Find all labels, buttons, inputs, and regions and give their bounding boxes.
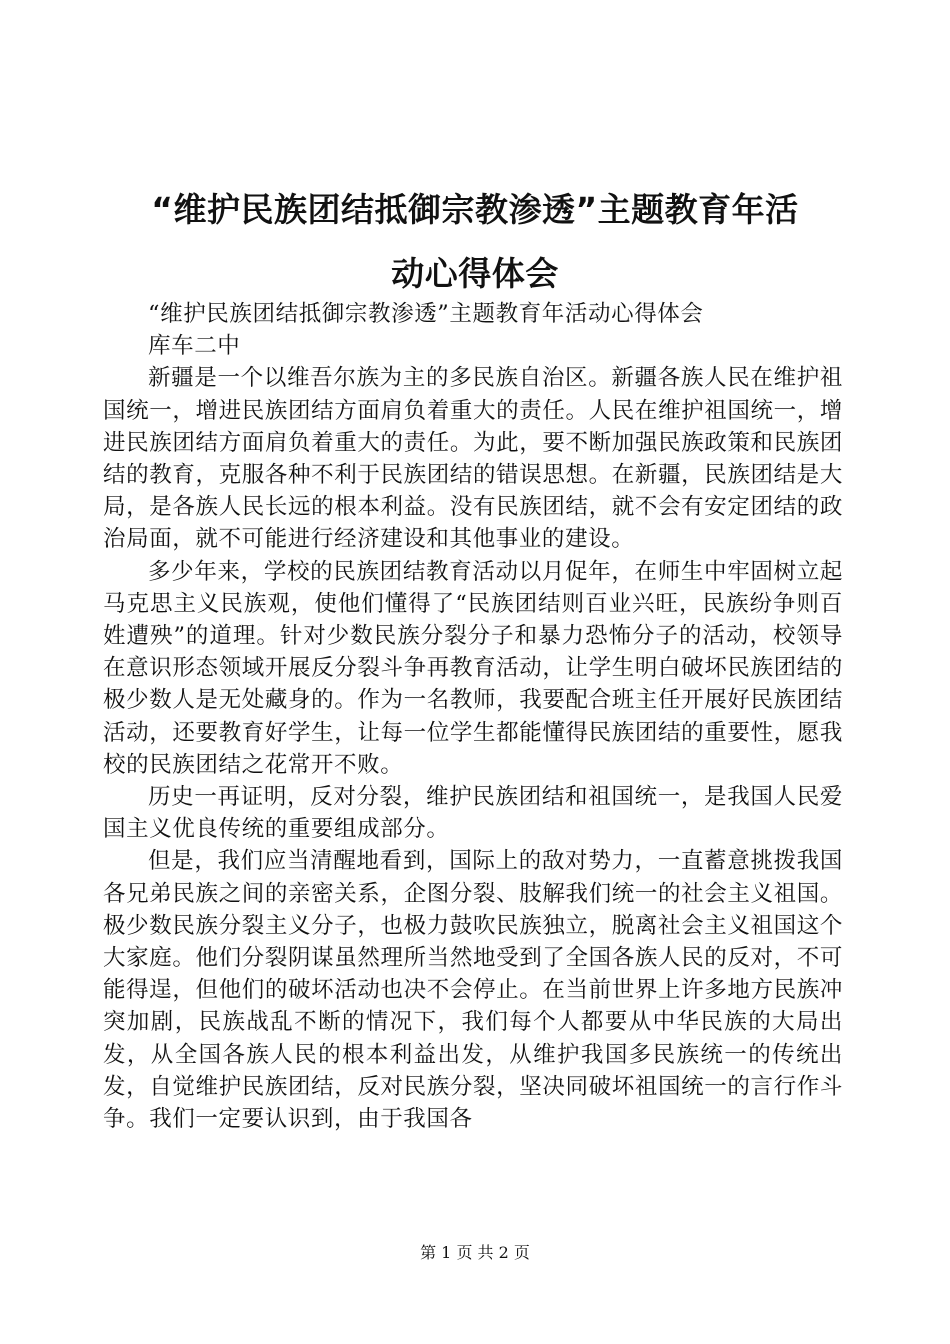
subtitle-paragraph: “维护民族团结抵御宗教渗透”主题教育年活动心得体会 xyxy=(148,301,704,327)
page-footer: 第 1 页 共 2 页 xyxy=(420,1243,530,1262)
body-paragraph: 但是，我们应当清醒地看到，国际上的敌对势力，一直蓄意挑拨我国各兄弟民族之间的亲密关系，企图分裂、肢解我们统一的社会主义祖国。极少数民族分裂主义分子，也极力鼓吹民族独立，脱离社会主义祖国这个大家庭。他们分裂阴谋虽然理所当然地受到了全国各族人民的反对，不可能得逞，但他们的破坏活动也决不会停止。在当前世界上许多地方民族冲突加剧，民族战乱不断的情况下，我们每个人都要从中华民族的大局出发，从全国各族人民的根本利益出发，从维护我国多民族统一的传统出发，自觉维护民族团结，反对民族分裂，坚决同破坏祖国统一的言行作斗争。我们一定要认识到，由于我国各 xyxy=(103,848,843,1133)
body-paragraph: 多少年来，学校的民族团结教育活动以月促年，在师生中牢固树立起马克思主义民族观，使他们懂得了“民族团结则百业兴旺，民族纷争则百姓遭殃”的道理。针对少数民族分裂分子和暴力恐怖分子的活动，校领导在意识形态领域开展反分裂斗争再教育活动，让学生明白破坏民族团结的极少数人是无处藏身的。作为一名教师，我要配合班主任开展好民族团结活动，还要教育好学生，让每一位学生都能懂得民族团结的重要性，愿我校的民族团结之花常开不败。 xyxy=(103,558,843,778)
title-line-2: 动心得体会 xyxy=(391,254,559,293)
author-school: 库车二中 xyxy=(148,333,241,360)
title-line-1: “维护民族团结抵御宗教渗透”主题教育年活 xyxy=(151,190,799,229)
body-paragraph: 新疆是一个以维吾尔族为主的多民族自治区。新疆各族人民在维护祖国统一，增进民族团结方面肩负着重大的责任。人民在维护祖国统一，增进民族团结方面肩负着重大的责任。为此，要不断加强民族政策和民族团结的教育，克服各种不利于民族团结的错误思想。在新疆，民族团结是大局，是各族人民长远的根本利益。没有民族团结，就不会有安定团结的政治局面，就不可能进行经济建设和其他事业的建设。 xyxy=(103,365,843,553)
document-title xyxy=(100,178,850,306)
body-paragraph: 历史一再证明，反对分裂，维护民族团结和祖国统一，是我国人民爱国主义优良传统的重要组成部分。 xyxy=(103,784,843,843)
document-body xyxy=(103,298,843,1135)
